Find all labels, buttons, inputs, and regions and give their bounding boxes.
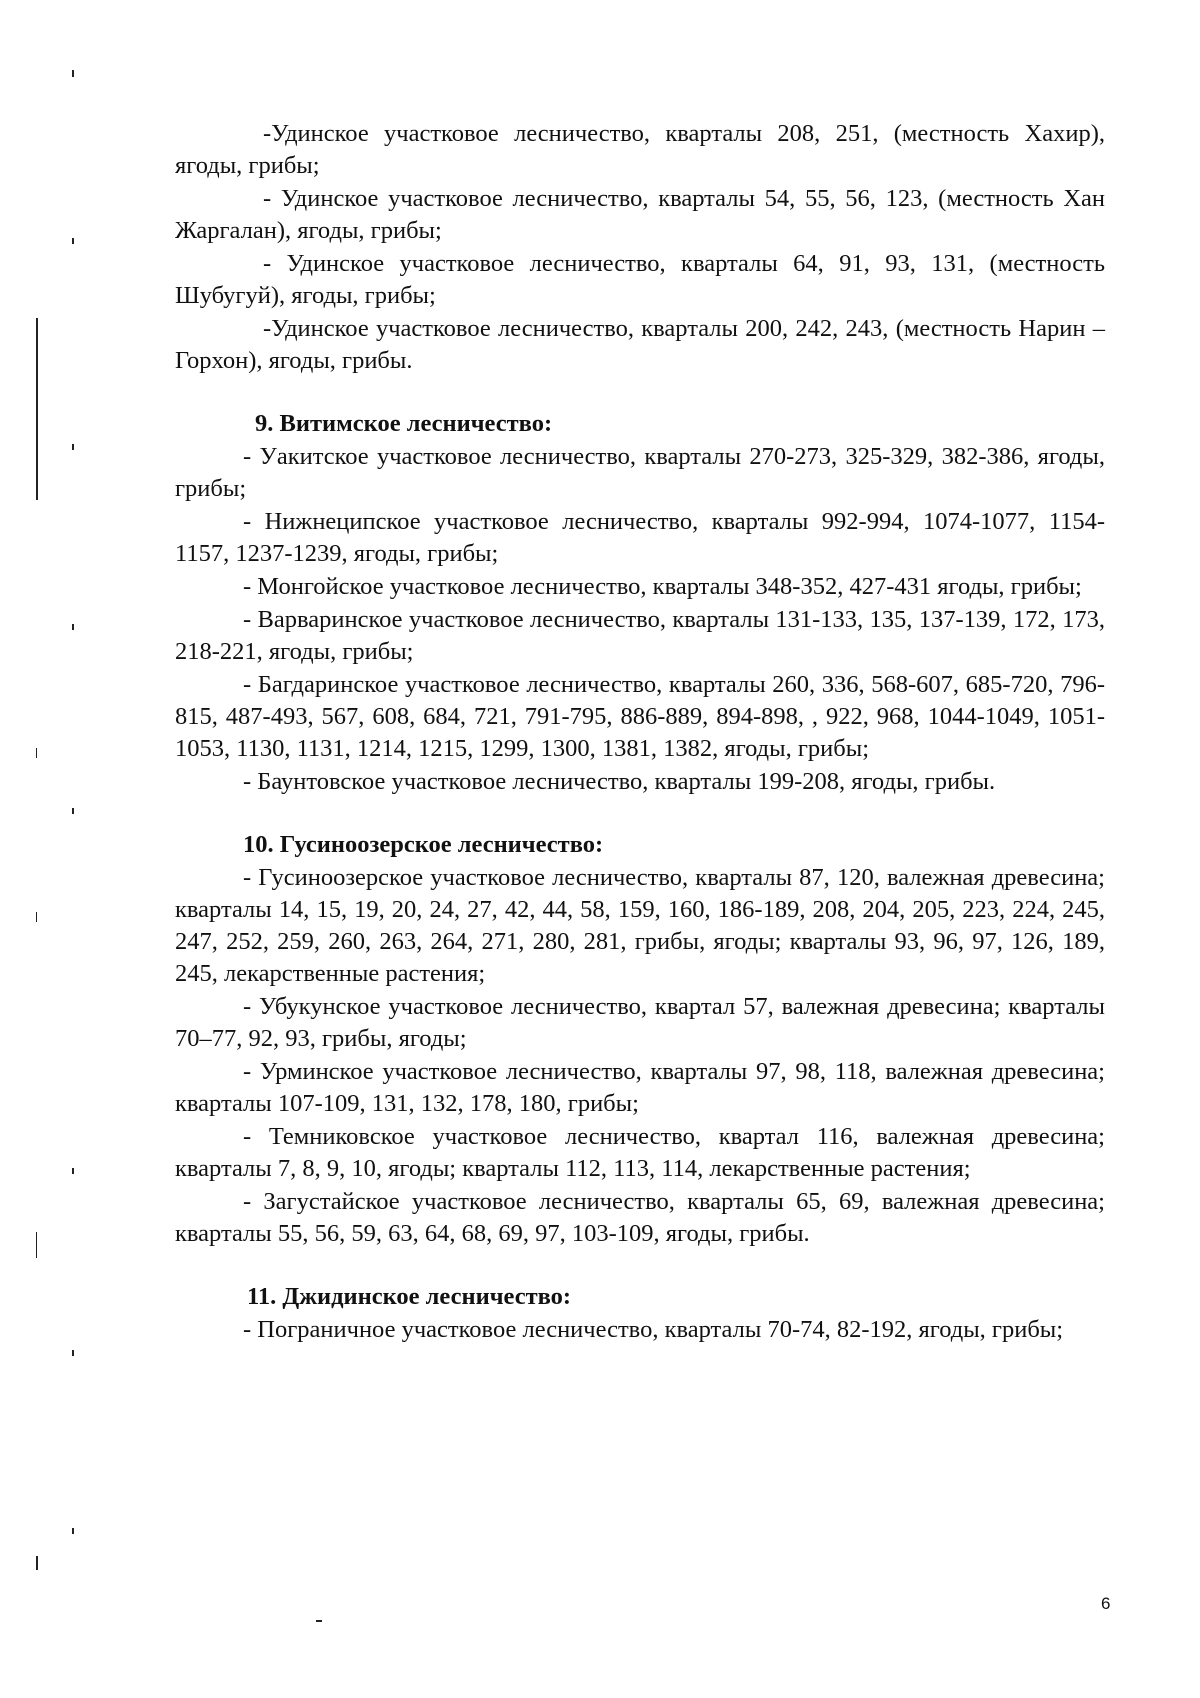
scan-mark xyxy=(36,372,38,500)
list-item: - Убукунское участковое лесничество, квартал 57, валежная древесина; кварталы 70–77, 92, 93, грибы, ягоды; xyxy=(175,993,1105,1052)
scan-mark xyxy=(36,912,37,922)
section-vitimskoe xyxy=(175,408,1105,798)
section-dzhidinskoe xyxy=(175,1281,1105,1346)
section-gusinoozerskoe xyxy=(175,829,1105,1250)
list-item: - Багдаринское участковое лесничество, кварталы 260, 336, 568-607, 685-720, 796-815, 487-493, 567, 608, 684, 721, 791-795, 886-889, 894-898, , 922, 968, 1044-1049, 1051-1053, 1130, 1131, 1214, 1215, 1299, 1300, 1381, 1382, ягоды, грибы; xyxy=(175,671,1105,762)
list-item: -Удинское участковое лесничество, кварталы 200, 242, 243, (местность Нарин –Горхон), ягоды, грибы. xyxy=(175,315,1105,374)
list-item: - Варваринское участковое лесничество, кварталы 131-133, 135, 137-139, 172, 173, 218-221, ягоды, грибы; xyxy=(175,606,1105,665)
scan-mark xyxy=(72,238,74,244)
list-item: - Гусиноозерское участковое лесничество, кварталы 87, 120, валежная древесина; кварталы 14, 15, 19, 20, 24, 27, 42, 44, 58, 159, 160, 186-189, 208, 204, 205, 223, 224, 245, 247, 252, 259, 260, 263, 264, 271, 280, 281, грибы, ягоды; кварталы 93, 96, 97, 126, 189, 245, лекарственные растения; xyxy=(175,864,1105,987)
scan-mark xyxy=(72,70,74,77)
list-item: - Нижнеципское участковое лесничество, кварталы 992-994, 1074-1077, 1154-1157, 1237-1239, ягоды, грибы; xyxy=(175,508,1105,567)
scan-mark xyxy=(36,318,38,374)
list-item: - Пограничное участковое лесничество, кварталы 70-74, 82-192, ягоды, грибы; xyxy=(243,1316,1064,1343)
document-body xyxy=(175,118,1105,1347)
list-item: - Удинское участковое лесничество, кварталы 54, 55, 56, 123, (местность Хан Жаргалан), ягоды, грибы; xyxy=(175,185,1105,244)
scan-mark xyxy=(36,1232,37,1258)
scan-mark xyxy=(36,1556,38,1570)
section-heading: 9. Витимское лесничество: xyxy=(255,410,553,437)
list-item: - Темниковское участковое лесничество, квартал 116, валежная древесина; кварталы 7, 8, 9, 10, ягоды; кварталы 112, 113, 114, лекарственные растения; xyxy=(175,1123,1105,1182)
list-item: -Удинское участковое лесничество, кварталы 208, 251, (местность Хахир), ягоды, грибы; xyxy=(175,120,1105,179)
list-item: - Урминское участковое лесничество, кварталы 97, 98, 118, валежная древесина; кварталы 107-109, 131, 132, 178, 180, грибы; xyxy=(175,1058,1105,1117)
intro-list xyxy=(175,118,1105,377)
list-item: - Монгойское участковое лесничество, кварталы 348-352, 427-431 ягоды, грибы; xyxy=(243,573,1082,600)
scan-mark xyxy=(72,444,74,450)
scan-mark xyxy=(72,1528,74,1534)
scan-mark xyxy=(72,1350,74,1356)
list-item: - Загустайское участковое лесничество, кварталы 65, 69, валежная древесина; кварталы 55, 56, 59, 63, 64, 68, 69, 97, 103-109, ягоды, грибы. xyxy=(175,1188,1105,1247)
list-item: - Удинское участковое лесничество, кварталы 64, 91, 93, 131, (местность Шубугуй), ягоды, грибы; xyxy=(175,250,1105,309)
scan-mark xyxy=(316,1620,322,1622)
list-item: - Уакитское участковое лесничество, кварталы 270-273, 325-329, 382-386, ягоды, грибы; xyxy=(175,443,1105,502)
scan-mark xyxy=(72,808,74,814)
scan-mark xyxy=(72,1168,74,1174)
page-number: 6 xyxy=(1101,1594,1111,1613)
list-item: - Баунтовское участковое лесничество, кварталы 199-208, ягоды, грибы. xyxy=(243,768,996,795)
scan-mark xyxy=(72,624,74,630)
section-heading: 10. Гусиноозерское лесничество: xyxy=(243,831,604,858)
section-heading: 11. Джидинское лесничество: xyxy=(247,1283,572,1310)
scan-mark xyxy=(36,748,37,758)
